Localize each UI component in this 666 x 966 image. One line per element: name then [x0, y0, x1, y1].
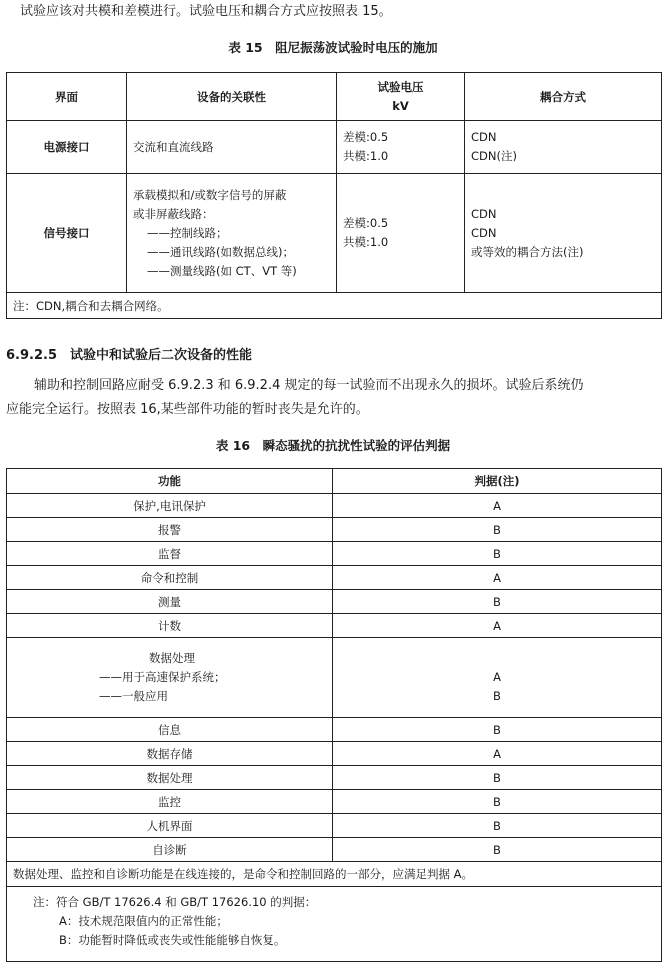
intro-text: 试验应该对共模和差模进行。试验电压和耦合方式应按照表 15。 — [20, 4, 392, 19]
table-header-row — [7, 469, 662, 494]
table-15 — [6, 72, 662, 319]
cell-function: 人机界面 — [7, 814, 333, 838]
cell-function: 测量 — [7, 590, 333, 614]
cell-voltage: 差模:0.5 共模:1.0 — [337, 174, 465, 293]
table-footer-row — [7, 862, 662, 887]
table-16 — [6, 468, 662, 962]
table-row — [7, 494, 662, 518]
table-row — [7, 742, 662, 766]
table-row — [7, 790, 662, 814]
cell-function: 信息 — [7, 718, 333, 742]
cell-function: 计数 — [7, 614, 333, 638]
section-paragraph-line1: 辅助和控制回路应耐受 6.9.2.3 和 6.9.2.4 规定的每一试验而不出现永久的损坏。试验后系统仍 — [34, 378, 584, 393]
table-row — [7, 814, 662, 838]
cell-function: 报警 — [7, 518, 333, 542]
header-voltage: 试验电压 kV — [337, 73, 465, 121]
cell-equipment: 交流和直流线路 — [127, 121, 337, 174]
cell-criterion: A — [333, 494, 662, 518]
table-note-row — [7, 887, 662, 962]
cell-criterion: B — [333, 718, 662, 742]
cell-criterion: A — [333, 566, 662, 590]
header-interface: 界面 — [7, 73, 127, 121]
header-function: 功能 — [7, 469, 333, 494]
table-row — [7, 590, 662, 614]
table-row — [7, 638, 662, 718]
cell-equipment: 承载模拟和/或数字信号的屏蔽 或非屏蔽线路： ——控制线路； ——通讯线路(如数据总线)； ——测量线路(如 CT、VT 等) — [127, 174, 337, 293]
cell-criterion: B — [333, 838, 662, 862]
cell-criterion: A — [333, 614, 662, 638]
cell-criterion: B — [333, 790, 662, 814]
table15-caption: 表 15 阻尼振荡波试验时电压的施加 — [228, 40, 438, 55]
cell-coupling: CDN CDN 或等效的耦合方法(注) — [465, 174, 662, 293]
cell-criterion: B — [333, 542, 662, 566]
cell-criterion: B — [333, 518, 662, 542]
cell-criterion: B — [333, 814, 662, 838]
cell-function: 监控 — [7, 790, 333, 814]
table-row — [7, 174, 662, 293]
cell-function: 命令和控制 — [7, 566, 333, 590]
table-row — [7, 542, 662, 566]
cell-criterion: A B — [333, 638, 662, 718]
cell-criterion: A — [333, 742, 662, 766]
table-row — [7, 718, 662, 742]
cell-interface: 信号接口 — [7, 174, 127, 293]
table-row — [7, 838, 662, 862]
table16-caption: 表 16 瞬态骚扰的抗扰性试验的评估判据 — [215, 438, 451, 453]
cell-coupling: CDN CDN(注) — [465, 121, 662, 174]
table16-note: 注：符合 GB/T 17626.4 和 GB/T 17626.10 的判据： A：技术规范限值内的正常性能； B：功能暂时降低或丧失或性能能够自恢复。 — [7, 887, 662, 962]
header-equipment: 设备的关联性 — [127, 73, 337, 121]
table-row — [7, 614, 662, 638]
table-row — [7, 566, 662, 590]
table-header-row — [7, 73, 662, 121]
header-coupling: 耦合方式 — [465, 73, 662, 121]
cell-function: 监督 — [7, 542, 333, 566]
cell-criterion: B — [333, 766, 662, 790]
table16-footer: 数据处理、监控和自诊断功能是在线连接的，是命令和控制回路的一部分，应满足判据 A。 — [7, 862, 662, 887]
cell-function: 数据处理 — [7, 766, 333, 790]
table-row — [7, 766, 662, 790]
section-paragraph-line2: 应能完全运行。按照表 16,某些部件功能的暂时丧失是允许的。 — [6, 402, 369, 417]
cell-criterion: B — [333, 590, 662, 614]
section-heading: 6.9.2.5 试验中和试验后二次设备的性能 — [6, 348, 252, 363]
table-note-row — [7, 293, 662, 319]
cell-function: 数据存储 — [7, 742, 333, 766]
table-row — [7, 518, 662, 542]
cell-voltage: 差模:0.5 共模:1.0 — [337, 121, 465, 174]
cell-function: 自诊断 — [7, 838, 333, 862]
cell-function: 数据处理 ——用于高速保护系统； ——一般应用 — [7, 638, 333, 718]
header-criterion: 判据(注) — [333, 469, 662, 494]
table15-note: 注：CDN,耦合和去耦合网络。 — [7, 293, 662, 319]
table-row — [7, 121, 662, 174]
cell-function: 保护,电讯保护 — [7, 494, 333, 518]
cell-interface: 电源接口 — [7, 121, 127, 174]
